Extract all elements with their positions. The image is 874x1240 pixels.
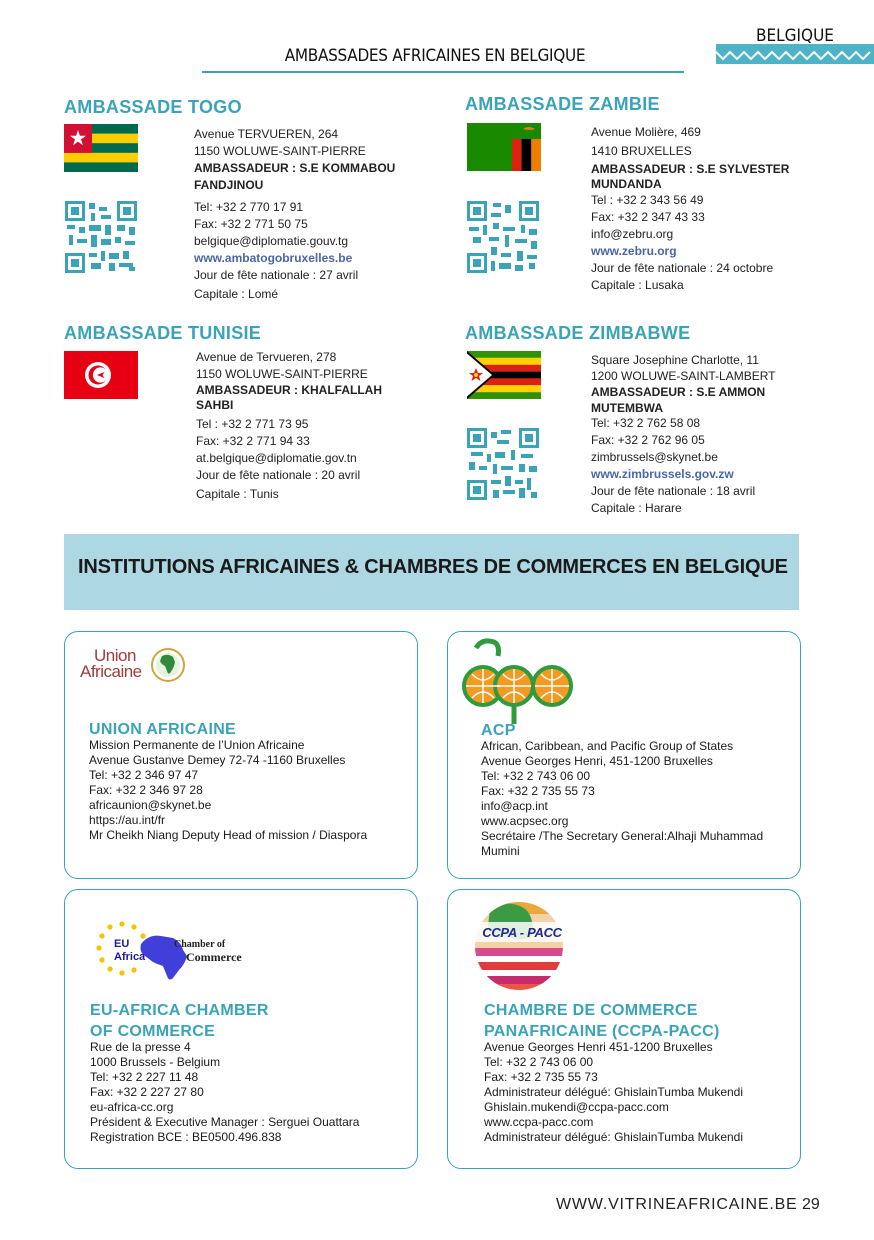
- website-link[interactable]: eu-africa-cc.org: [90, 1100, 174, 1114]
- tel: Tel : +32 2 343 56 49: [591, 193, 704, 207]
- email-link[interactable]: info@acp.int: [481, 799, 548, 813]
- zambie-qr-code-icon: [467, 201, 539, 273]
- address-line: Square Josephine Charlotte, 11: [591, 353, 759, 367]
- national-day: Jour de fête nationale : 24 octobre: [591, 261, 774, 275]
- email-link[interactable]: Ghislain.mukendi@ccpa-pacc.com: [484, 1100, 669, 1114]
- ccpa-pacc-details: [484, 1040, 794, 1145]
- email-link[interactable]: zimbrussels@skynet.be: [591, 450, 718, 464]
- eu-africa-details: [90, 1040, 410, 1145]
- union-africaine-logo: [80, 648, 142, 680]
- website-link[interactable]: www.zebru.org: [591, 244, 677, 258]
- ambassador-line: AMBASSADEUR : S.E AMMON: [591, 385, 766, 399]
- capital: Capitale : Lomé: [194, 287, 279, 301]
- detail-line: Tel: +32 2 346 97 47: [89, 768, 199, 782]
- tel: Tel: +32 2 762 58 08: [591, 416, 701, 430]
- union-africaine-details: [89, 738, 409, 843]
- detail-line: Avenue Gustanve Demey 72-74 -1160 Bruxelles: [89, 753, 346, 767]
- ambassador-line: SAHBI: [196, 398, 234, 412]
- detail-line: Fax: +32 2 346 97 28: [89, 783, 203, 797]
- tunisia-flag-icon: [64, 351, 138, 399]
- address-line: 1410 BRUXELLES: [591, 144, 692, 158]
- logo-text: Africa: [114, 951, 146, 963]
- ambassador-line: MUTEMBWA: [591, 401, 663, 415]
- zambia-flag-icon: [467, 123, 541, 171]
- detail-line: Fax: +32 2 735 55 73: [481, 784, 595, 798]
- detail-line: Mission Permanente de l’Union Africaine: [89, 738, 305, 752]
- email-link[interactable]: at.belgique@diplomatie.gov.tn: [196, 451, 357, 465]
- logo-text: Africaine: [80, 662, 142, 681]
- fax: Fax: +32 2 762 96 05: [591, 433, 705, 447]
- embassy-zambie-title: AMBASSADE ZAMBIE: [465, 94, 660, 114]
- address-line: Avenue de Tervueren, 278: [196, 350, 337, 364]
- ccpa-pacc-logo-text: CCPA - PACC: [482, 925, 562, 940]
- capital: Capitale : Lusaka: [591, 278, 684, 292]
- detail-line: African, Caribbean, and Pacific Group of States: [481, 739, 734, 753]
- address-line: 1150 WOLUWE-SAINT-PIERRE: [194, 144, 366, 158]
- title-line: OF COMMERCE: [90, 1023, 216, 1040]
- ambassador-line: AMBASSADEUR : KHALFALLAH: [196, 383, 382, 397]
- email-link[interactable]: info@zebru.org: [591, 227, 674, 241]
- detail-line: Secrétaire /The Secretary General:Alhaji Muhammad: [481, 829, 764, 843]
- fax: Fax: +32 2 771 94 33: [196, 434, 310, 448]
- detail-line: Tel: +32 2 743 06 00: [481, 769, 591, 783]
- detail-line: Mumini: [481, 844, 520, 858]
- email-link[interactable]: belgique@diplomatie.gouv.tg: [194, 234, 349, 248]
- au-emblem-icon: [148, 647, 188, 683]
- detail-line: Administrateur délégué: GhislainTumba Mukendi: [484, 1130, 744, 1144]
- acp-title: ACP: [481, 722, 516, 739]
- capital: Capitale : Harare: [591, 501, 682, 515]
- email-link[interactable]: africaunion@skynet.be: [89, 798, 212, 812]
- footer-website-link[interactable]: WWW.VITRINEAFRICAINE.BE: [556, 1196, 798, 1213]
- tel: Tel: +32 2 770 17 91: [194, 200, 304, 214]
- detail-line: Administrateur délégué: GhislainTumba Mukendi: [484, 1085, 744, 1099]
- detail-line: Mr Cheikh Niang Deputy Head of mission / Diaspora: [89, 828, 368, 842]
- embassy-zambie-details: [591, 124, 821, 294]
- zimbabwe-flag-icon: [467, 351, 541, 399]
- logo-text: Commerce: [186, 950, 242, 963]
- zimbabwe-qr-code-icon: [467, 428, 539, 500]
- acp-logo-icon: [458, 636, 584, 728]
- embassy-togo-title: AMBASSADE TOGO: [64, 97, 242, 117]
- page-title: AMBASSADES AFRICAINES EN BELGIQUE: [284, 46, 586, 66]
- eu-africa-logo-chamber: [174, 939, 244, 963]
- ambassador-line: AMBASSADEUR : S.E KOMMABOU: [194, 161, 396, 175]
- logo-text: Union: [94, 646, 136, 665]
- title-line: CHAMBRE DE COMMERCE: [484, 1002, 698, 1019]
- detail-line: Tel: +32 2 227 11 48: [90, 1070, 199, 1084]
- logo-text: Chamber of: [174, 939, 226, 950]
- address-line: 1150 WOLUWE-SAINT-PIERRE: [196, 367, 368, 381]
- eu-africa-logo-text: [114, 938, 145, 964]
- header-divider: [202, 71, 684, 73]
- website-link[interactable]: www.ambatogobruxelles.be: [194, 251, 353, 265]
- detail-line: Président & Executive Manager : Serguei Ouattara: [90, 1115, 360, 1129]
- website-link[interactable]: https://au.int/fr: [89, 813, 166, 827]
- address-line: 1200 WOLUWE-SAINT-LAMBERT: [591, 369, 776, 383]
- national-day: Jour de fête nationale : 27 avril: [194, 268, 359, 282]
- acp-details: [481, 739, 791, 859]
- website-link[interactable]: www.ccpa-pacc.com: [484, 1115, 594, 1129]
- detail-line: Tel: +32 2 743 06 00: [484, 1055, 594, 1069]
- institutions-banner-title: INSTITUTIONS AFRICAINES & CHAMBRES DE COMMERCES EN BELGIQUE: [78, 556, 788, 578]
- detail-line: Avenue Georges Henri 451-1200 Bruxelles: [484, 1040, 713, 1054]
- fax: Fax: +32 2 347 43 33: [591, 210, 705, 224]
- ccpa-pacc-logo-icon: [470, 900, 568, 992]
- page-number: 29: [802, 1196, 820, 1213]
- embassy-zimbabwe-title: AMBASSADE ZIMBABWE: [465, 323, 691, 343]
- capital: Capitale : Tunis: [196, 487, 279, 501]
- detail-line: Registration BCE : BE0500.496.838: [90, 1130, 282, 1144]
- website-link[interactable]: www.acpsec.org: [481, 814, 569, 828]
- detail-line: Rue de la presse 4: [90, 1040, 191, 1054]
- detail-line: Fax: +32 2 227 27 80: [90, 1085, 204, 1099]
- togo-qr-code-icon: [65, 201, 137, 273]
- title-line: EU-AFRICA CHAMBER: [90, 1002, 269, 1019]
- eu-africa-title: [90, 1000, 269, 1042]
- embassy-tunisie-title: AMBASSADE TUNISIE: [64, 323, 262, 343]
- embassy-togo-details: [194, 126, 424, 303]
- ambassador-line: AMBASSADEUR : S.E SYLVESTER: [591, 162, 790, 176]
- ambassador-line: FANDJINOU: [194, 178, 264, 192]
- address-line: Avenue Molière, 469: [591, 125, 701, 139]
- website-link[interactable]: www.zimbrussels.gov.zw: [591, 467, 734, 481]
- country-tag: BELGIQUE: [756, 26, 834, 46]
- address-line: Avenue TERVUEREN, 264: [194, 127, 339, 141]
- national-day: Jour de fête nationale : 18 avril: [591, 484, 756, 498]
- union-africaine-title: UNION AFRICAINE: [89, 721, 237, 738]
- ambassador-line: MUNDANDA: [591, 177, 662, 191]
- title-line: PANAFRICAINE (CCPA-PACC): [484, 1023, 720, 1040]
- detail-line: Fax: +32 2 735 55 73: [484, 1070, 598, 1084]
- tel: Tel : +32 2 771 73 95: [196, 417, 309, 431]
- logo-text: EU: [114, 938, 130, 950]
- togo-flag-icon: [64, 124, 138, 172]
- ccpa-pacc-title: [484, 1000, 720, 1042]
- detail-line: 1000 Brussels - Belgium: [90, 1055, 221, 1069]
- embassy-zimbabwe-details: [591, 352, 821, 517]
- embassy-tunisie-details: [196, 349, 426, 503]
- detail-line: Avenue Georges Henri, 451-1200 Bruxelles: [481, 754, 713, 768]
- national-day: Jour de fête nationale : 20 avril: [196, 468, 361, 482]
- fax: Fax: +32 2 771 50 75: [194, 217, 308, 231]
